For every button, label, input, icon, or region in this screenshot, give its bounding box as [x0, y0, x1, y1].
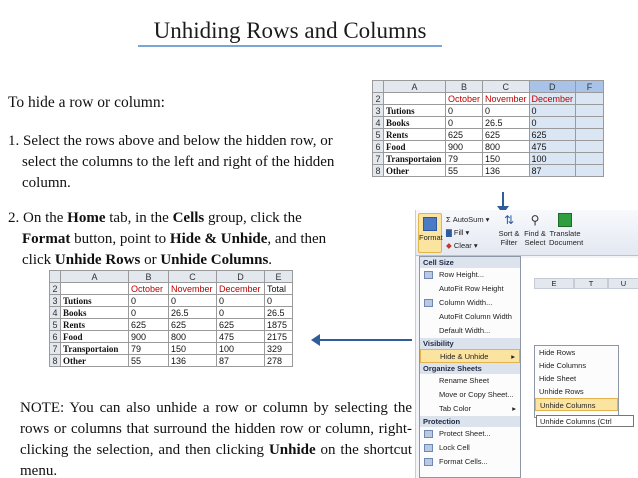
cell[interactable]: [576, 117, 604, 129]
column-header[interactable]: D: [529, 81, 576, 93]
cell[interactable]: 100: [529, 153, 576, 165]
step-1-line-2: select the columns to the left and right of the hidden: [22, 154, 335, 170]
binoculars-icon: ⚲: [530, 213, 540, 227]
eraser-icon: ◆: [446, 241, 454, 250]
cell[interactable]: 150: [169, 343, 217, 355]
cell[interactable]: 329: [265, 343, 293, 355]
row-header[interactable]: 6: [50, 331, 61, 343]
cell[interactable]: 0: [129, 307, 169, 319]
cell[interactable]: 625: [169, 319, 217, 331]
cell[interactable]: 55: [446, 165, 483, 177]
column-header[interactable]: B: [446, 81, 483, 93]
cell[interactable]: 136: [483, 165, 530, 177]
cell[interactable]: 0: [217, 307, 265, 319]
spreadsheet-unhidden: [49, 270, 293, 367]
format-button-label: Format: [419, 233, 443, 242]
cell[interactable]: [384, 93, 446, 105]
menu-item-lock-cell[interactable]: [420, 441, 520, 455]
cell[interactable]: Transportaion: [61, 343, 129, 355]
column-header[interactable]: C: [169, 271, 217, 283]
cell[interactable]: Tutions: [384, 105, 446, 117]
ribbon-cells-editing: [416, 210, 638, 256]
step-2-unhide-rows: Unhide Rows: [54, 252, 141, 268]
submenu-arrow-icon: ▸: [512, 404, 516, 413]
format-button[interactable]: [418, 213, 442, 253]
step-2-mid-4: , and then: [267, 231, 327, 247]
menu-item-hide-unhide[interactable]: [420, 349, 520, 363]
cell[interactable]: Transportaion: [384, 153, 446, 165]
step-2-hide-unhide: Hide & Unhide: [169, 231, 268, 247]
cell[interactable]: 625: [483, 129, 530, 141]
cell[interactable]: December: [217, 283, 265, 295]
column-width-icon: [424, 299, 433, 307]
step-2-line-3: [8, 250, 360, 271]
cell[interactable]: 900: [446, 141, 483, 153]
menu-label: Protect Sheet...: [439, 429, 491, 438]
cell[interactable]: December: [529, 93, 576, 105]
step-2-line-2: [8, 229, 360, 250]
cell[interactable]: 100: [217, 343, 265, 355]
cell[interactable]: [576, 153, 604, 165]
menu-label: Default Width...: [439, 326, 491, 335]
row-header[interactable]: 2: [373, 93, 384, 105]
submenu-arrow-icon: ▸: [511, 352, 515, 361]
autosum-label: AutoSum: [452, 215, 484, 224]
clear-button[interactable]: ◆ Clear ▾: [446, 241, 478, 250]
menu-item-format-cells[interactable]: [420, 455, 520, 469]
cell[interactable]: 26.5: [483, 117, 530, 129]
title-bar: [0, 0, 638, 48]
cell[interactable]: 0: [169, 295, 217, 307]
cell[interactable]: 625: [446, 129, 483, 141]
menu-label: Hide & Unhide: [440, 352, 489, 361]
translate-icon: [558, 213, 572, 227]
column-header[interactable]: U: [608, 278, 638, 289]
cell[interactable]: 0: [129, 295, 169, 307]
step-2-format: Format: [22, 231, 71, 247]
column-header[interactable]: F: [576, 81, 604, 93]
cell[interactable]: 800: [169, 331, 217, 343]
cell[interactable]: 475: [529, 141, 576, 153]
menu-section-visibility: Visibility: [420, 338, 520, 349]
row-header[interactable]: 4: [50, 307, 61, 319]
cell[interactable]: 87: [217, 355, 265, 367]
row-header[interactable]: 8: [50, 355, 61, 367]
cell[interactable]: [576, 93, 604, 105]
clear-label: Clear: [453, 241, 472, 250]
submenu-item-hide-rows[interactable]: Hide Rows: [539, 348, 576, 357]
format-menu-screenshot: [415, 210, 638, 478]
menu-item-rename-sheet[interactable]: [420, 374, 520, 388]
cell[interactable]: 0: [483, 105, 530, 117]
column-header[interactable]: D: [217, 271, 265, 283]
column-header[interactable]: B: [129, 271, 169, 283]
cell[interactable]: 1875: [265, 319, 293, 331]
protect-sheet-icon: [424, 430, 433, 438]
column-header[interactable]: A: [61, 271, 129, 283]
cell[interactable]: Books: [384, 117, 446, 129]
column-header[interactable]: E: [534, 278, 574, 289]
find-select-label-2: Select: [524, 238, 546, 247]
intro-text: To hide a row or column:: [8, 94, 165, 111]
step-2-cells: Cells: [172, 210, 205, 226]
cell[interactable]: Food: [61, 331, 129, 343]
step-1: [8, 131, 360, 194]
sort-filter-label-2: Filter: [500, 238, 518, 247]
row-header[interactable]: 4: [373, 117, 384, 129]
cell[interactable]: 150: [483, 153, 530, 165]
sigma-icon: Σ: [446, 215, 453, 224]
menu-label: AutoFit Column Width: [439, 312, 512, 321]
find-select-button[interactable]: [522, 213, 548, 247]
step-2-unhide-columns: Unhide Columns: [160, 252, 269, 268]
cell[interactable]: 625: [129, 319, 169, 331]
step-2-end: .: [268, 252, 273, 268]
cell[interactable]: 0: [529, 117, 576, 129]
title-underline: [138, 45, 442, 47]
submenu-item-hide-sheet[interactable]: Hide Sheet: [539, 374, 577, 383]
row-header[interactable]: 7: [373, 153, 384, 165]
row-header[interactable]: 8: [373, 165, 384, 177]
cell[interactable]: 800: [483, 141, 530, 153]
cell[interactable]: 55: [129, 355, 169, 367]
cell[interactable]: 0: [265, 295, 293, 307]
cell[interactable]: Other: [61, 355, 129, 367]
cell[interactable]: [576, 165, 604, 177]
cell[interactable]: [61, 283, 129, 295]
step-2-mid-1: tab, in the: [105, 210, 173, 226]
format-cells-icon: [424, 458, 433, 466]
menu-item-autofit-column[interactable]: [420, 310, 520, 324]
menu-section-cell-size: Cell Size: [420, 257, 520, 268]
cell[interactable]: 79: [446, 153, 483, 165]
cell[interactable]: October: [446, 93, 483, 105]
cell[interactable]: 0: [529, 105, 576, 117]
step-2-mid-6: or: [140, 252, 161, 268]
row-header[interactable]: 6: [373, 141, 384, 153]
fill-button[interactable]: ▇ Fill ▾: [446, 228, 470, 237]
menu-label: Format Cells...: [439, 457, 488, 466]
cell[interactable]: 900: [129, 331, 169, 343]
cell[interactable]: Rents: [61, 319, 129, 331]
menu-label: Tab Color: [439, 404, 472, 413]
step-2-mid-2: group, click the: [204, 210, 302, 226]
left-arrow: [318, 339, 412, 341]
column-header[interactable]: A: [384, 81, 446, 93]
row-header[interactable]: 5: [50, 319, 61, 331]
cell[interactable]: 475: [217, 331, 265, 343]
cell[interactable]: 136: [169, 355, 217, 367]
cell[interactable]: 0: [446, 117, 483, 129]
step-1-line-3: column.: [22, 175, 71, 191]
cell[interactable]: Food: [384, 141, 446, 153]
row-height-icon: [424, 271, 433, 279]
cell[interactable]: November: [169, 283, 217, 295]
menu-label: Rename Sheet: [439, 376, 490, 385]
column-header[interactable]: C: [483, 81, 530, 93]
cell[interactable]: October: [129, 283, 169, 295]
step-2-prefix: 2. On the: [8, 210, 68, 226]
column-header[interactable]: E: [265, 271, 293, 283]
cell[interactable]: 625: [217, 319, 265, 331]
cell[interactable]: [576, 105, 604, 117]
note-unhide: Unhide: [268, 442, 316, 458]
fill-label: Fill: [453, 228, 464, 237]
sort-filter-label-1: Sort &: [498, 229, 520, 238]
cell[interactable]: 0: [217, 295, 265, 307]
step-1-line-1: 1. Select the rows above and below the hidden row, or: [8, 133, 333, 149]
left-arrow-head: [311, 334, 320, 346]
step-2-mid-5: click: [22, 252, 55, 268]
menu-section-protection: Protection: [420, 416, 520, 427]
step-2-mid-3: button, point to: [70, 231, 170, 247]
menu-item-tab-color[interactable]: [420, 402, 520, 416]
submenu-item-hide-columns[interactable]: Hide Columns: [539, 361, 587, 370]
note-text: [20, 398, 412, 478]
cell[interactable]: Rents: [384, 129, 446, 141]
cell[interactable]: Total: [265, 283, 293, 295]
menu-label: Move or Copy Sheet...: [439, 390, 514, 399]
cell[interactable]: [576, 141, 604, 153]
menu-label: Column Width...: [439, 298, 493, 307]
row-header[interactable]: 7: [50, 343, 61, 355]
row-header[interactable]: 3: [373, 105, 384, 117]
row-header[interactable]: 2: [50, 283, 61, 295]
cell[interactable]: 26.5: [169, 307, 217, 319]
menu-label: Lock Cell: [439, 443, 470, 452]
menu-label: Row Height...: [439, 270, 485, 279]
cell[interactable]: Other: [384, 165, 446, 177]
translate-label-1: Translate: [549, 229, 581, 238]
menu-section-organize-sheets: Organize Sheets: [420, 363, 520, 374]
hide-unhide-submenu: [534, 345, 619, 418]
note-part-2: on the shortcut menu.: [20, 442, 412, 478]
cell[interactable]: 26.5: [265, 307, 293, 319]
cell[interactable]: 278: [265, 355, 293, 367]
tooltip: Unhide Columns (Ctrl: [536, 415, 634, 427]
cell[interactable]: November: [483, 93, 530, 105]
column-header[interactable]: T: [574, 278, 608, 289]
translate-label-2: Document: [549, 238, 584, 247]
menu-label: AutoFit Row Height: [439, 284, 504, 293]
corner-cell[interactable]: [50, 271, 61, 283]
submenu-item-unhide-columns[interactable]: Unhide Columns: [535, 398, 618, 411]
step-2: [8, 208, 360, 271]
step-2-home: Home: [67, 210, 106, 226]
menu-item-column-width[interactable]: [420, 296, 520, 310]
row-header[interactable]: 3: [50, 295, 61, 307]
autosum-button[interactable]: Σ AutoSum ▾: [446, 215, 490, 224]
cell[interactable]: 79: [129, 343, 169, 355]
menu-item-protect-sheet[interactable]: [420, 427, 520, 441]
translate-document-button[interactable]: [549, 213, 584, 247]
row-header[interactable]: 5: [373, 129, 384, 141]
fill-icon: ▇: [446, 228, 454, 237]
format-dropdown-menu: [419, 256, 521, 478]
cell[interactable]: Books: [61, 307, 129, 319]
find-select-label-1: Find &: [524, 229, 546, 238]
corner-cell[interactable]: [373, 81, 384, 93]
menu-item-default-width[interactable]: [420, 324, 520, 338]
sort-filter-button[interactable]: [496, 213, 522, 247]
note-part-1: NOTE: You can also unhide a row or column by selecting the rows or columns that surround the hidden row or column, right-clicking the selection, and then clicking: [20, 400, 412, 458]
lock-icon: [424, 444, 433, 452]
submenu-item-unhide-rows[interactable]: Unhide Rows: [539, 387, 584, 396]
menu-item-autofit-row[interactable]: [420, 282, 520, 296]
menu-item-row-height[interactable]: [420, 268, 520, 282]
cell[interactable]: 0: [446, 105, 483, 117]
page-title: Unhiding Rows and Columns: [153, 18, 427, 43]
cell[interactable]: 2175: [265, 331, 293, 343]
cell[interactable]: Tutions: [61, 295, 129, 307]
format-icon: [423, 217, 437, 231]
spreadsheet-hidden-column: [372, 80, 604, 177]
cell[interactable]: 625: [529, 129, 576, 141]
sort-icon: ⇅: [503, 213, 515, 227]
menu-item-move-copy[interactable]: [420, 388, 520, 402]
cell[interactable]: [576, 129, 604, 141]
cell[interactable]: 87: [529, 165, 576, 177]
